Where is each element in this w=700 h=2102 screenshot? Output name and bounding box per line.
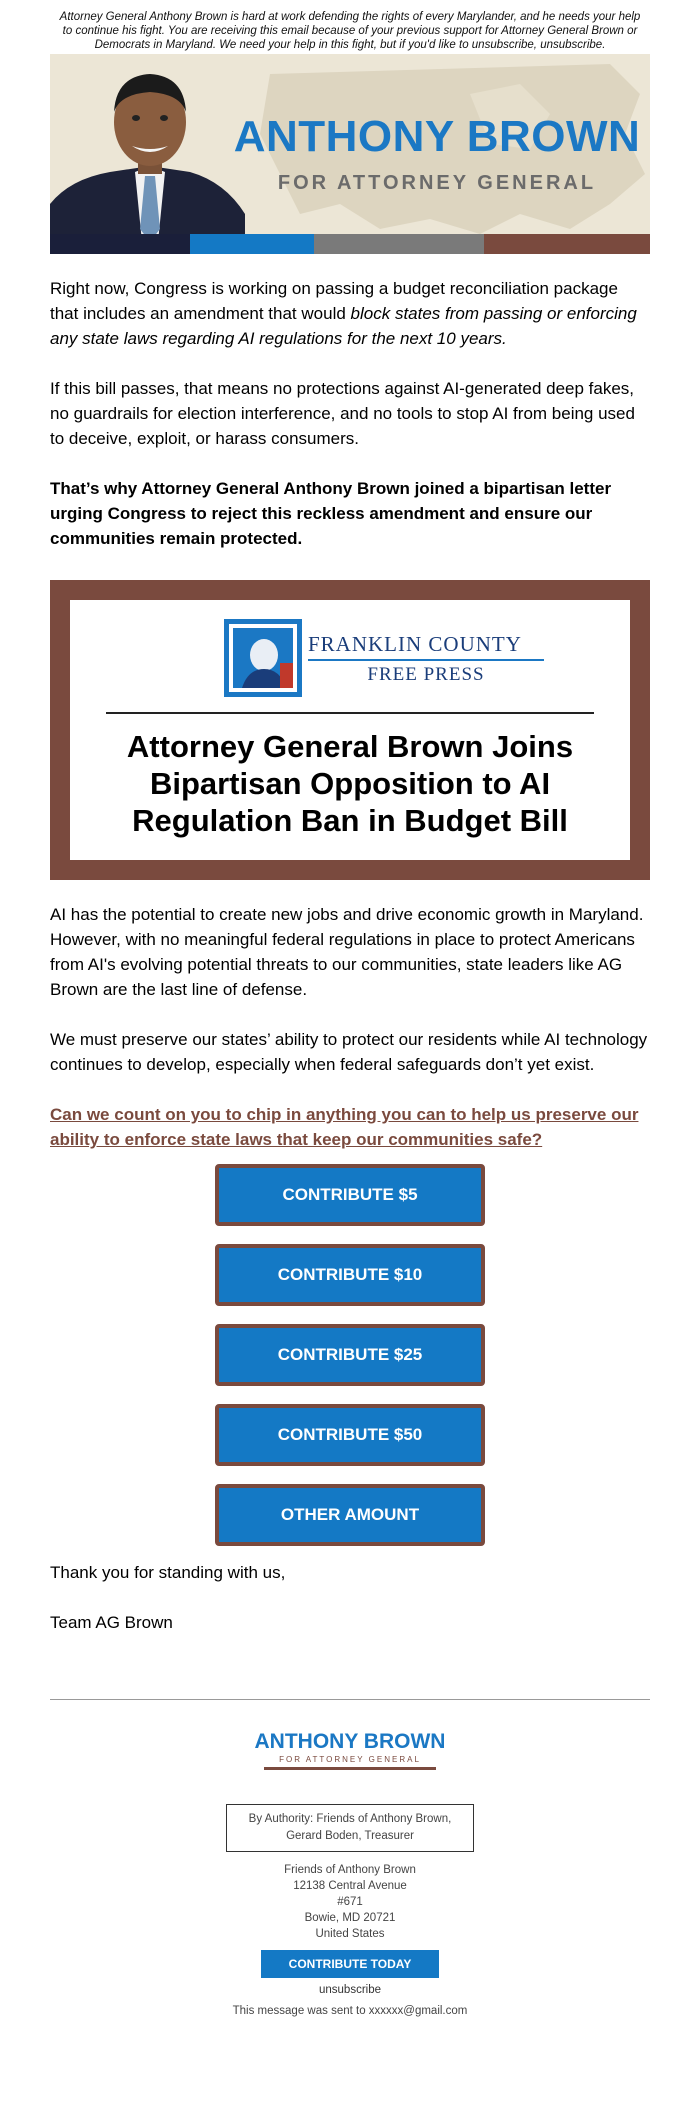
thanks-text: Thank you for standing with us, (50, 1563, 286, 1582)
sent-to-text: This message was sent to xxxxxx@gmail.com (232, 2005, 468, 2017)
contribute-10-button[interactable]: CONTRIBUTE $10 (215, 1244, 485, 1306)
footer-logo-bar (264, 1767, 436, 1770)
email-container (50, 0, 650, 2017)
footer-logo-name: ANTHONY BROWN (254, 1730, 446, 1753)
intro-paragraph (50, 276, 650, 351)
other-amount-button[interactable]: OTHER AMOUNT (215, 1484, 485, 1546)
contribute-buttons (50, 1164, 650, 1546)
outlet-name: FRANKLIN COUNTY (308, 632, 522, 656)
address-street: 12138 Central Avenue (293, 1880, 407, 1892)
preserve-paragraph: We must preserve our states’ ability to protect our residents while AI technology continues to develop, especially when federal safeguards don’t yet exist. (50, 1030, 648, 1074)
contribute-25-button[interactable]: CONTRIBUTE $25 (215, 1324, 485, 1386)
contribute-50-button[interactable]: CONTRIBUTE $50 (215, 1404, 485, 1466)
mailing-address (50, 1862, 650, 1942)
address-city: Bowie, MD 20721 (304, 1912, 396, 1924)
intro-text: Right now, Congress is working on passing a budget reconciliation package that includes an amendment that would (50, 279, 618, 323)
risks-paragraph: If this bill passes, that means no protections against AI-generated deep fakes, no guardrails for election interference, and no tools to stop AI from being used to deceive, exploit, or harass consumers. (50, 379, 635, 448)
stripe-gray (314, 234, 484, 254)
stripe-navy (50, 234, 190, 254)
banner-title: ANTHONY BROWN (233, 112, 641, 161)
preheader-text: Attorney General Anthony Brown is hard at work defending the rights of every Marylander, and he needs your help to continue his fight. You are receiving this email because of your previous support for Attorney General Brown or Democrats in Maryland. We need your help in this fight, but if you'd like to unsubscribe, unsubscribe. (59, 11, 641, 51)
outlet-divider (308, 659, 544, 661)
donation-ask-link[interactable]: Can we count on you to chip in anything you can to help us preserve our ability to enforce state laws that keep our communities safe? (50, 1105, 639, 1149)
news-article-card (70, 600, 630, 860)
bipartisan-letter-paragraph: That’s why Attorney General Anthony Brown joined a bipartisan letter urging Congress to reject this reckless amendment and ensure our communities remain protected. (50, 479, 612, 548)
contribute-5-button[interactable]: CONTRIBUTE $5 (215, 1164, 485, 1226)
unsubscribe-link[interactable]: unsubscribe (318, 1984, 381, 1996)
contribute-today-button[interactable]: CONTRIBUTE TODAY (261, 1950, 439, 1978)
news-article-image[interactable] (50, 580, 650, 880)
intro-emphasis: block states from passing or enforcing any state laws regarding AI regulations for the next 10 years. (50, 304, 637, 348)
footer-logo-subtitle: FOR ATTORNEY GENERAL (279, 1755, 421, 1764)
article-headline: Attorney General Brown Joins Bipartisan Opposition to AI Regulation Ban in Budget Bill (126, 729, 574, 838)
economic-growth-paragraph: AI has the potential to create new jobs and drive economic growth in Maryland. However, with no meaningful federal regulations in place to protect Americans from AI's evolving potential threats to our communities, state leaders like AG Brown are the last line of defense. (50, 905, 644, 999)
banner-subtitle: FOR ATTORNEY GENERAL (277, 172, 597, 194)
footer-logo (240, 1730, 460, 1770)
candidate-photo (50, 54, 245, 242)
signoff-text: Team AG Brown (50, 1613, 173, 1632)
address-org: Friends of Anthony Brown (284, 1864, 416, 1876)
address-unit: #671 (337, 1896, 363, 1908)
outlet-subname: FREE PRESS (367, 664, 485, 685)
header-banner (50, 54, 650, 254)
franklin-county-logo-icon (224, 619, 302, 697)
article-rule (106, 712, 594, 714)
footer-divider (50, 1699, 650, 1700)
paid-for-box: By Authority: Friends of Anthony Brown, Gerard Boden, Treasurer (226, 1804, 474, 1852)
stripe-brown (484, 234, 650, 254)
stripe-blue (190, 234, 314, 254)
address-country: United States (315, 1928, 385, 1940)
banner-color-stripes (50, 234, 650, 254)
